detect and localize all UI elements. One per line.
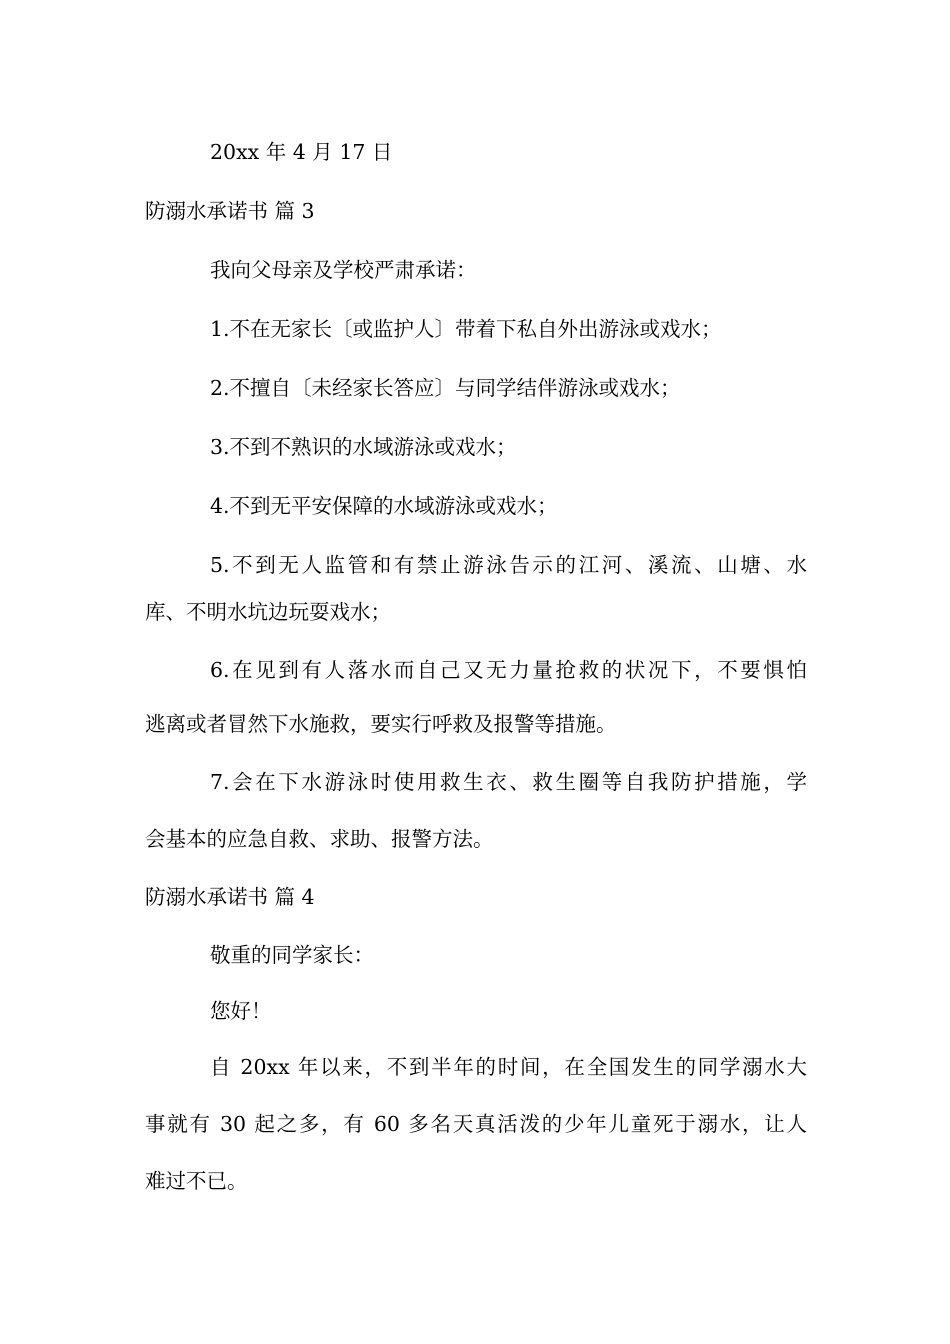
section-3-item-7-line-1: 7.会在下水游泳时使用救生衣、救生圈等自我防护措施，学 xyxy=(210,770,807,794)
section-4-paragraph-line-3: 难过不已。 xyxy=(145,1169,248,1193)
section-4-greeting: 您好！ xyxy=(210,999,272,1023)
section-3-item-4: 4.不到无平安保障的水域游泳或戏水； xyxy=(210,494,558,518)
date-line: 20xx 年 4 月 17 日 xyxy=(210,140,393,164)
section-3-item-6-line-1: 6.在见到有人落水而自己又无力量抢救的状况下，不要惧怕 xyxy=(210,658,807,682)
section-3-item-6-line-2: 逃离或者冒然下水施救，要实行呼救及报警等措施。 xyxy=(145,712,617,736)
section-4-paragraph-line-1: 自 20xx 年以来，不到半年的时间，在全国发生的同学溺水大 xyxy=(210,1055,807,1079)
section-3-heading: 防溺水承诺书 篇 3 xyxy=(145,199,315,223)
section-3-item-5-line-1: 5.不到无人监管和有禁止游泳告示的江河、溪流、山塘、水 xyxy=(210,553,807,577)
section-4-salutation: 敬重的同学家长： xyxy=(210,943,374,967)
section-3-intro: 我向父母亲及学校严肃承诺： xyxy=(210,258,477,282)
section-4-heading: 防溺水承诺书 篇 4 xyxy=(145,885,315,909)
section-3-item-7-line-2: 会基本的应急自救、求助、报警方法。 xyxy=(145,827,494,851)
section-3-item-1: 1.不在无家长〔或监护人〕带着下私自外出游泳或戏水； xyxy=(210,317,722,341)
section-4-paragraph-line-2: 事就有 30 起之多，有 60 多名天真活泼的少年儿童死于溺水，让人 xyxy=(145,1112,807,1136)
section-3-item-5-line-2: 库、不明水坑边玩耍戏水； xyxy=(145,600,391,624)
section-3-item-3: 3.不到不熟识的水域游泳或戏水； xyxy=(210,435,517,459)
section-3-item-2: 2.不擅自〔未经家长答应〕与同学结伴游泳或戏水； xyxy=(210,376,681,400)
